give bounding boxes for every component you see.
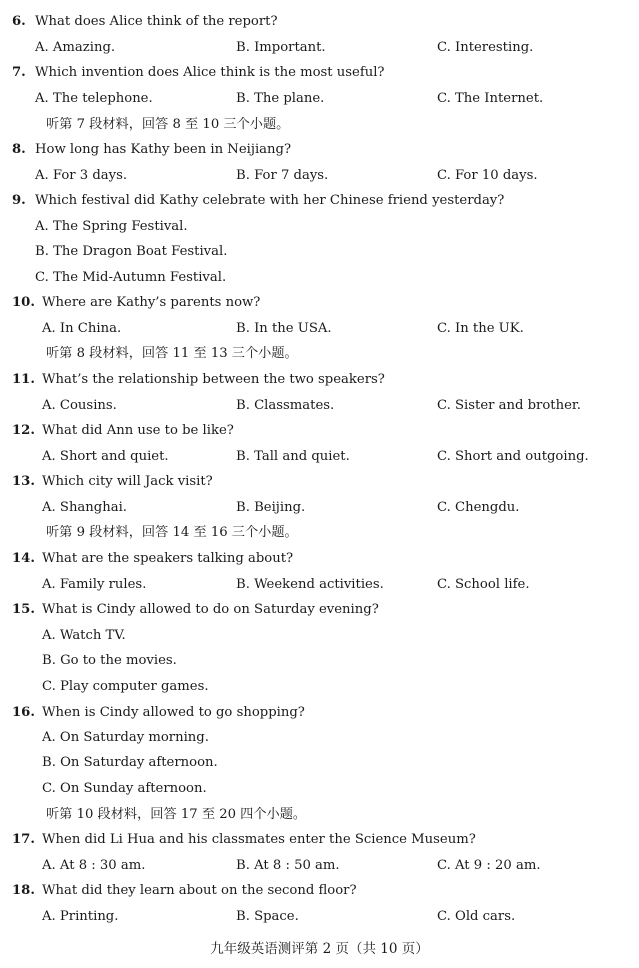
section-instruction-7 xyxy=(0,114,639,136)
question-number: 11. xyxy=(12,372,35,387)
option-b: B. Beijing. xyxy=(236,500,306,515)
options-10 xyxy=(0,318,639,340)
question-number: 7. xyxy=(12,65,26,80)
option-a: A. Printing. xyxy=(42,909,119,924)
options-17 xyxy=(0,855,639,877)
option-b: B. Weekend activities. xyxy=(236,577,384,592)
option-a: A. Amazing. xyxy=(35,40,116,55)
option-b: B. On Saturday afternoon. xyxy=(42,755,218,770)
option-a: A. In China. xyxy=(42,321,122,336)
option-b: B. For 7 days. xyxy=(236,168,329,183)
question-number: 6. xyxy=(12,14,26,29)
question-text: What are the speakers talking about? xyxy=(42,551,294,566)
options-15-c xyxy=(0,676,639,698)
question-7 xyxy=(0,62,639,84)
question-9 xyxy=(0,190,639,212)
option-a: A. Cousins. xyxy=(42,398,117,413)
question-text: What does Alice think of the report? xyxy=(35,14,278,29)
option-c: C. School life. xyxy=(437,577,530,592)
option-c: C. Old cars. xyxy=(437,909,516,924)
options-16-a xyxy=(0,727,639,749)
option-a: A. Shanghai. xyxy=(42,500,127,515)
options-13 xyxy=(0,497,639,519)
question-number: 14. xyxy=(12,551,35,566)
question-number: 16. xyxy=(12,705,35,720)
section-instruction-text: 听第 7 段材料，回答 8 至 10 三个小题。 xyxy=(46,117,290,132)
option-c: C. Play computer games. xyxy=(42,679,209,694)
option-a: A. Short and quiet. xyxy=(42,449,169,464)
options-12 xyxy=(0,446,639,468)
question-14 xyxy=(0,548,639,570)
question-16 xyxy=(0,702,639,724)
question-text: When did Li Hua and his classmates enter the Science Museum? xyxy=(42,832,476,847)
question-text: How long has Kathy been in Neijiang? xyxy=(35,142,292,157)
section-instruction-text: 听第 9 段材料，回答 14 至 16 三个小题。 xyxy=(46,525,298,540)
question-8 xyxy=(0,139,639,161)
option-c: C. In the UK. xyxy=(437,321,524,336)
question-17 xyxy=(0,829,639,851)
section-instruction-8 xyxy=(0,343,639,365)
option-b: B. Important. xyxy=(236,40,326,55)
options-16-b xyxy=(0,752,639,774)
question-number: 13. xyxy=(12,474,35,489)
question-text: What is Cindy allowed to do on Saturday evening? xyxy=(42,602,379,617)
option-b: B. Classmates. xyxy=(236,398,335,413)
question-text: Which invention does Alice think is the most useful? xyxy=(35,65,385,80)
question-number: 12. xyxy=(12,423,35,438)
question-number: 18. xyxy=(12,883,35,898)
question-text: Where are Kathy’s parents now? xyxy=(42,295,261,310)
option-b: B. The plane. xyxy=(236,91,325,106)
options-8 xyxy=(0,165,639,187)
question-number: 8. xyxy=(12,142,26,157)
options-9-b xyxy=(0,241,639,263)
option-b: B. Go to the movies. xyxy=(42,653,177,668)
options-16-c xyxy=(0,778,639,800)
option-c: C. The Mid-Autumn Festival. xyxy=(35,270,227,285)
page-footer: 九年级英语测评第 2 页（共 10 页） xyxy=(210,941,429,957)
options-11 xyxy=(0,395,639,417)
option-a: A. For 3 days. xyxy=(35,168,128,183)
options-15-b xyxy=(0,650,639,672)
option-c: C. The Internet. xyxy=(437,91,544,106)
option-c: C. Sister and brother. xyxy=(437,398,581,413)
section-instruction-10 xyxy=(0,804,639,826)
option-c: C. Chengdu. xyxy=(437,500,520,515)
options-18 xyxy=(0,906,639,928)
options-9-a xyxy=(0,216,639,238)
question-number: 10. xyxy=(12,295,35,310)
options-7 xyxy=(0,88,639,110)
question-18 xyxy=(0,880,639,902)
question-6 xyxy=(0,11,639,33)
options-6 xyxy=(0,37,639,59)
section-instruction-text: 听第 10 段材料，回答 17 至 20 四个小题。 xyxy=(46,807,307,822)
question-text: What did they learn about on the second floor? xyxy=(42,883,357,898)
question-13 xyxy=(0,471,639,493)
option-b: B. In the USA. xyxy=(236,321,332,336)
section-instruction-text: 听第 8 段材料，回答 11 至 13 三个小题。 xyxy=(46,346,298,361)
question-number: 15. xyxy=(12,602,35,617)
options-9-c xyxy=(0,267,639,289)
option-c: C. Interesting. xyxy=(437,40,534,55)
option-a: A. Watch TV. xyxy=(42,628,126,643)
question-text: Which festival did Kathy celebrate with her Chinese friend yesterday? xyxy=(35,193,505,208)
question-text: What’s the relationship between the two speakers? xyxy=(42,372,385,387)
option-c: C. On Sunday afternoon. xyxy=(42,781,207,796)
option-b: B. The Dragon Boat Festival. xyxy=(35,244,228,259)
question-15 xyxy=(0,599,639,621)
option-b: B. Tall and quiet. xyxy=(236,449,350,464)
option-b: B. At 8 : 50 am. xyxy=(236,858,340,873)
question-number: 9. xyxy=(12,193,26,208)
question-number: 17. xyxy=(12,832,35,847)
option-a: A. Family rules. xyxy=(42,577,147,592)
question-text: When is Cindy allowed to go shopping? xyxy=(42,705,305,720)
section-instruction-9 xyxy=(0,522,639,544)
question-text: What did Ann use to be like? xyxy=(42,423,234,438)
question-12 xyxy=(0,420,639,442)
option-c: C. Short and outgoing. xyxy=(437,449,589,464)
option-a: A. At 8 : 30 am. xyxy=(42,858,146,873)
question-11 xyxy=(0,369,639,391)
option-c: C. For 10 days. xyxy=(437,168,538,183)
question-10 xyxy=(0,292,639,314)
question-text: Which city will Jack visit? xyxy=(42,474,213,489)
options-14 xyxy=(0,574,639,596)
option-c: C. At 9 : 20 am. xyxy=(437,858,541,873)
option-a: A. The telephone. xyxy=(35,91,153,106)
option-a: A. On Saturday morning. xyxy=(42,730,209,745)
options-15-a xyxy=(0,625,639,647)
option-b: B. Space. xyxy=(236,909,299,924)
option-a: A. The Spring Festival. xyxy=(35,219,188,234)
